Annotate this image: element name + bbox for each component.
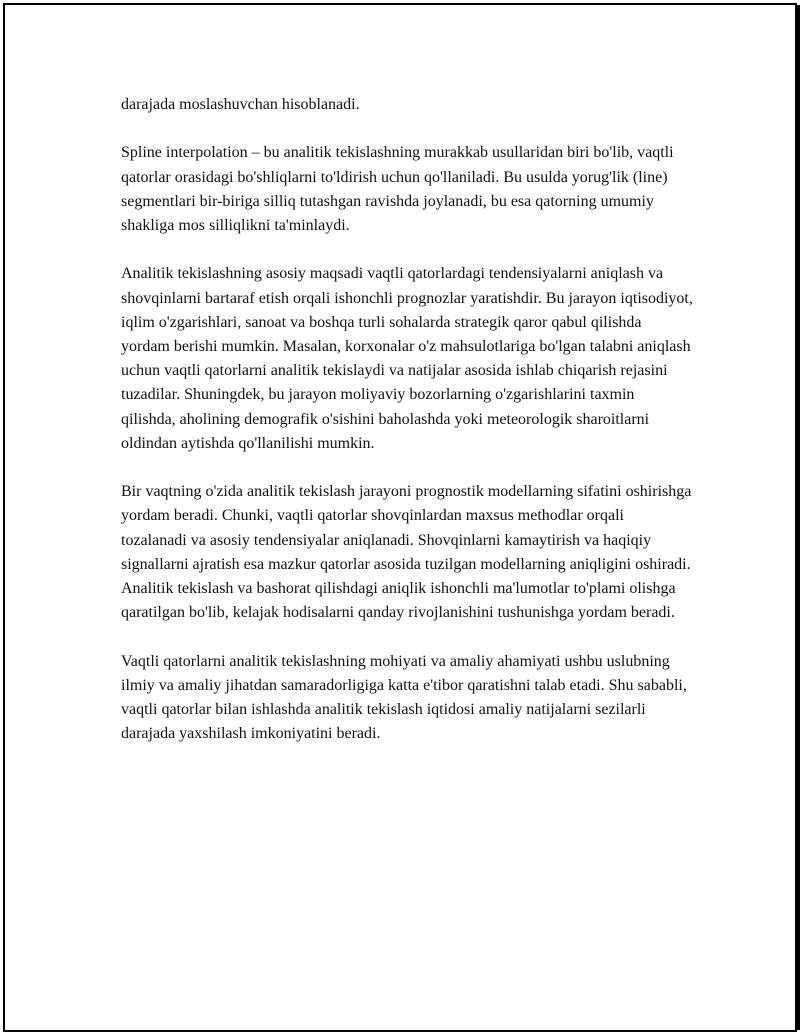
document-page	[3, 3, 797, 1032]
paragraph-continuation: darajada moslashuvchan hisoblanadi.	[121, 96, 360, 113]
paragraph-spline-interpolation: Spline interpolation – bu analitik tekislashning murakkab usullaridan biri bo'lib, vaqtli qatorlar orasidagi bo'shliqlarni to'ldirish uchun qo'llaniladi. Bu usulda yorug'lik (line) segmentlari bir-biriga silliq tutashgan ravishda joylanadi, bu esa qatorning umumiy shakliga mos silliqlikni ta'minlaydi.	[121, 144, 674, 234]
paragraph-forecast-quality: Bir vaqtning o'zida analitik tekislash jarayoni prognostik modellarning sifatini oshirishga yordam beradi. Chunki, vaqtli qatorlar shovqinlardan maxsus methodlar orqali tozalanadi va asosiy tendensiyalar aniqlanadi. Shovqinlarni kamaytirish va haqiqiy signallarni ajratish esa mazkur qatorlar asosida tuzilgan modellarning aniqligini oshiradi. Analitik tekislash va bashorat qilishdagi aniqlik ishonchli ma'lumotlar to'plami olishga qaratilgan bo'lib, kelajak hodisalarni qanday rivojlanishini tushunishga yordam beradi.	[121, 483, 692, 622]
paragraph-conclusion: Vaqtli qatorlarni analitik tekislashning mohiyati va amaliy ahamiyati ushbu uslubning ilmiy va amaliy jihatdan samaradorligiga katta e'tibor qaratishni talab etadi. Shu sababli, vaqtli qatorlar bilan ishlashda analitik tekislash iqtidosi amaliy natijalarni sezilarli darajada yaxshilash imkoniyatini beradi.	[121, 652, 687, 743]
document-body	[121, 93, 693, 771]
paragraph-smoothing-purpose: Analitik tekislashning asosiy maqsadi vaqtli qatorlardagi tendensiyalarni aniqlash va shovqinlarni bartaraf etish orqali ishonchli prognozlar yaratishdir. Bu jarayon iqtisodiyot, iqlim o'zgarishlari, sanoat va boshqa turli sohalarda strategik qaror qabul qilishda yordam berishi mumkin. Masalan, korxonalar o'z mahsulotlariga bo'lgan talabni aniqlash uchun vaqtli qatorlarni analitik tekislaydi va natijalar asosida ishlab chiqarish rejasini tuzadilar. Shuningdek, bu jarayon moliyaviy bozorlarning o'zgarishlarini taxmin qilishda, aholining demografik o'sishini baholashda yoki meteorologik sharoitlarni oldindan aytishda qo'llanilishi mumkin.	[121, 265, 693, 452]
